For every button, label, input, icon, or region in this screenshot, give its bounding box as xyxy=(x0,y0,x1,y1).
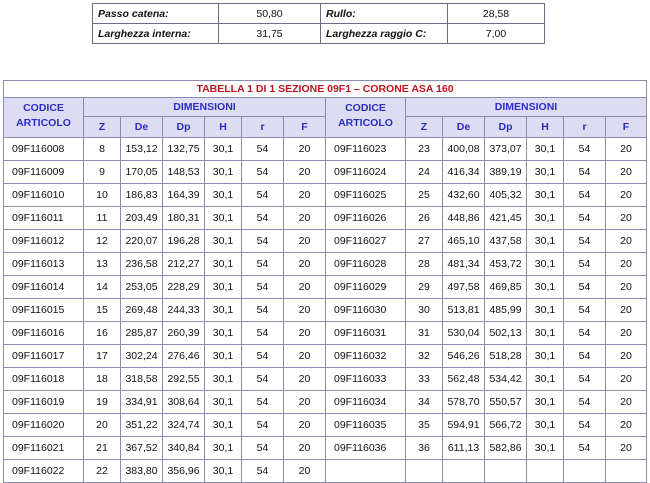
article-code-cell: 09F116035 xyxy=(326,414,406,437)
spec-value: 28,58 xyxy=(448,4,545,24)
table-row xyxy=(4,161,647,184)
dimension-cell: 20 xyxy=(606,391,647,414)
dimension-cell: 20 xyxy=(284,276,326,299)
spec-value: 50,80 xyxy=(219,4,321,24)
dimension-cell: 54 xyxy=(564,414,606,437)
dimension-cell: 20 xyxy=(284,184,326,207)
dimension-cell: 611,13 xyxy=(443,437,485,460)
article-code-cell: 09F116029 xyxy=(326,276,406,299)
dimension-cell: 30,1 xyxy=(527,437,564,460)
column-header: F xyxy=(606,117,647,138)
spec-label: Passo catena: xyxy=(93,4,219,24)
dimension-cell: 481,34 xyxy=(443,253,485,276)
dimension-cell: 566,72 xyxy=(485,414,527,437)
dimension-cell: 437,58 xyxy=(485,230,527,253)
column-header: De xyxy=(121,117,163,138)
dimension-cell: 30,1 xyxy=(205,138,242,161)
article-code-cell: 09F116034 xyxy=(326,391,406,414)
article-code-cell: 09F116014 xyxy=(4,276,84,299)
article-code-cell: 09F116009 xyxy=(4,161,84,184)
dimension-cell: 212,27 xyxy=(163,253,205,276)
dimension-cell: 54 xyxy=(242,253,284,276)
dimension-cell: 54 xyxy=(564,437,606,460)
dimension-cell: 20 xyxy=(284,253,326,276)
dimension-cell: 383,80 xyxy=(121,460,163,483)
dimension-cell: 20 xyxy=(606,253,647,276)
dimension-cell: 186,83 xyxy=(121,184,163,207)
dimension-cell: 30,1 xyxy=(527,138,564,161)
column-header: F xyxy=(284,117,326,138)
article-code-cell: 09F116011 xyxy=(4,207,84,230)
article-code-cell: 09F116015 xyxy=(4,299,84,322)
spec-value: 31,75 xyxy=(219,24,321,44)
dimension-cell: 164,39 xyxy=(163,184,205,207)
dimension-cell: 20 xyxy=(606,138,647,161)
dimension-cell xyxy=(564,460,606,483)
dimension-cell: 244,33 xyxy=(163,299,205,322)
dimension-cell: 20 xyxy=(284,161,326,184)
dimension-cell: 22 xyxy=(84,460,121,483)
dimension-cell: 30,1 xyxy=(527,230,564,253)
dimension-cell: 30,1 xyxy=(205,161,242,184)
dimension-cell: 54 xyxy=(242,460,284,483)
article-code-cell: 09F116026 xyxy=(326,207,406,230)
dimension-cell: 30,1 xyxy=(527,207,564,230)
dimension-cell: 453,72 xyxy=(485,253,527,276)
dimension-cell: 9 xyxy=(84,161,121,184)
article-code-cell: 09F116027 xyxy=(326,230,406,253)
dimension-cell: 513,81 xyxy=(443,299,485,322)
dimension-cell: 54 xyxy=(564,322,606,345)
dimension-cell: 530,04 xyxy=(443,322,485,345)
dimension-cell: 54 xyxy=(564,345,606,368)
dimension-cell: 30,1 xyxy=(527,322,564,345)
dimension-cell: 405,32 xyxy=(485,184,527,207)
dimension-cell: 448,86 xyxy=(443,207,485,230)
dimension-cell: 20 xyxy=(284,437,326,460)
dimension-cell: 260,39 xyxy=(163,322,205,345)
dimension-cell: 594,91 xyxy=(443,414,485,437)
article-code-cell: 09F116030 xyxy=(326,299,406,322)
article-code-cell: 09F116024 xyxy=(326,161,406,184)
column-header: H xyxy=(527,117,564,138)
table-row xyxy=(4,207,647,230)
article-code-cell: 09F116031 xyxy=(326,322,406,345)
dimension-cell: 54 xyxy=(564,391,606,414)
dimension-cell: 54 xyxy=(242,437,284,460)
article-code-cell: 09F116017 xyxy=(4,345,84,368)
dimension-cell: 54 xyxy=(564,253,606,276)
dimensions-header: DIMENSIONI xyxy=(84,98,326,117)
article-code-cell: 09F116020 xyxy=(4,414,84,437)
dimension-cell: 367,52 xyxy=(121,437,163,460)
table-row xyxy=(4,230,647,253)
article-code-cell: 09F116036 xyxy=(326,437,406,460)
dimension-cell: 20 xyxy=(284,345,326,368)
spec-row xyxy=(93,4,545,24)
table-title: TABELLA 1 DI 1 SEZIONE 09F1 – CORONE ASA 160 xyxy=(4,81,647,98)
dimension-cell: 15 xyxy=(84,299,121,322)
dimension-cell: 32 xyxy=(406,345,443,368)
dimension-cell: 54 xyxy=(242,207,284,230)
dimension-cell: 30,1 xyxy=(205,414,242,437)
dimension-cell: 30,1 xyxy=(527,299,564,322)
dimension-cell: 20 xyxy=(606,299,647,322)
dimension-cell: 465,10 xyxy=(443,230,485,253)
dimension-cell: 292,55 xyxy=(163,368,205,391)
dimension-cell: 400,08 xyxy=(443,138,485,161)
column-header: Z xyxy=(406,117,443,138)
dimension-cell: 54 xyxy=(564,207,606,230)
dimension-cell: 334,91 xyxy=(121,391,163,414)
dimension-cell: 10 xyxy=(84,184,121,207)
article-code-cell xyxy=(326,460,406,483)
dimension-cell: 20 xyxy=(84,414,121,437)
table-row xyxy=(4,460,647,483)
dimension-cell: 54 xyxy=(242,322,284,345)
article-code-cell: 09F116013 xyxy=(4,253,84,276)
dimension-cell: 20 xyxy=(606,276,647,299)
dimension-cell: 11 xyxy=(84,207,121,230)
article-code-cell: 09F116021 xyxy=(4,437,84,460)
dimension-cell: 578,70 xyxy=(443,391,485,414)
dimension-cell: 30,1 xyxy=(205,276,242,299)
dimension-cell: 228,29 xyxy=(163,276,205,299)
dimension-cell: 20 xyxy=(284,322,326,345)
dimension-cell: 30,1 xyxy=(205,437,242,460)
dimension-cell: 534,42 xyxy=(485,368,527,391)
table-row xyxy=(4,391,647,414)
dimension-cell: 30,1 xyxy=(527,253,564,276)
dimension-cell: 35 xyxy=(406,414,443,437)
dimension-cell: 54 xyxy=(564,161,606,184)
dimension-cell: 30 xyxy=(406,299,443,322)
table-row xyxy=(4,322,647,345)
dimension-cell: 54 xyxy=(564,230,606,253)
dimension-cell xyxy=(443,460,485,483)
dimension-cell: 54 xyxy=(242,276,284,299)
table-row xyxy=(4,299,647,322)
dimension-cell: 30,1 xyxy=(527,184,564,207)
dimension-cell: 220,07 xyxy=(121,230,163,253)
dimension-cell: 562,48 xyxy=(443,368,485,391)
dimension-cell: 148,53 xyxy=(163,161,205,184)
column-header: Dp xyxy=(485,117,527,138)
dimension-cell: 54 xyxy=(564,368,606,391)
dimension-cell: 416,34 xyxy=(443,161,485,184)
dimension-cell: 29 xyxy=(406,276,443,299)
article-code-cell: 09F116032 xyxy=(326,345,406,368)
dimension-cell: 24 xyxy=(406,161,443,184)
dimension-cell xyxy=(606,460,647,483)
dimension-cell: 20 xyxy=(284,230,326,253)
dimension-cell: 546,26 xyxy=(443,345,485,368)
dimension-cell: 518,28 xyxy=(485,345,527,368)
dimension-cell: 54 xyxy=(242,184,284,207)
spec-label: Larghezza interna: xyxy=(93,24,219,44)
table-row xyxy=(4,368,647,391)
dimension-cell: 54 xyxy=(242,230,284,253)
dimension-cell: 19 xyxy=(84,391,121,414)
dimension-cell: 21 xyxy=(84,437,121,460)
dimension-cell: 324,74 xyxy=(163,414,205,437)
dimension-cell: 269,48 xyxy=(121,299,163,322)
table-row xyxy=(4,414,647,437)
dimension-cell: 30,1 xyxy=(527,276,564,299)
dimension-cell: 54 xyxy=(564,276,606,299)
dimension-cell: 30,1 xyxy=(205,391,242,414)
dimension-cell: 18 xyxy=(84,368,121,391)
dimension-cell: 54 xyxy=(242,161,284,184)
article-code-cell: 09F116028 xyxy=(326,253,406,276)
dimension-cell: 253,05 xyxy=(121,276,163,299)
dimension-cell: 20 xyxy=(606,414,647,437)
dimension-cell: 8 xyxy=(84,138,121,161)
dimension-cell: 27 xyxy=(406,230,443,253)
dimension-cell: 54 xyxy=(564,299,606,322)
dimension-cell: 30,1 xyxy=(205,368,242,391)
dimension-cell: 33 xyxy=(406,368,443,391)
dimension-cell: 318,58 xyxy=(121,368,163,391)
dimension-cell: 34 xyxy=(406,391,443,414)
spec-row xyxy=(93,24,545,44)
dimension-cell: 36 xyxy=(406,437,443,460)
dimension-cell: 20 xyxy=(284,414,326,437)
article-code-cell: 09F116033 xyxy=(326,368,406,391)
dimension-cell: 550,57 xyxy=(485,391,527,414)
dimension-cell: 30,1 xyxy=(527,368,564,391)
dimension-cell: 20 xyxy=(606,230,647,253)
dimension-cell: 432,60 xyxy=(443,184,485,207)
dimension-cell: 421,45 xyxy=(485,207,527,230)
dimension-cell: 30,1 xyxy=(527,414,564,437)
dimension-cell: 497,58 xyxy=(443,276,485,299)
code-header: CODICE ARTICOLO xyxy=(4,98,84,138)
dimension-cell: 20 xyxy=(606,345,647,368)
dimension-cell: 30,1 xyxy=(205,345,242,368)
dimension-cell: 17 xyxy=(84,345,121,368)
article-code-cell: 09F116018 xyxy=(4,368,84,391)
column-header: H xyxy=(205,117,242,138)
article-code-cell: 09F116019 xyxy=(4,391,84,414)
spec-label: Rullo: xyxy=(321,4,448,24)
dimension-cell: 20 xyxy=(284,391,326,414)
table-row xyxy=(4,345,647,368)
dimension-cell: 30,1 xyxy=(527,391,564,414)
dimension-cell: 30,1 xyxy=(205,460,242,483)
dimension-cell: 276,46 xyxy=(163,345,205,368)
dimension-cell: 12 xyxy=(84,230,121,253)
article-code-cell: 09F116008 xyxy=(4,138,84,161)
dimension-cell: 302,24 xyxy=(121,345,163,368)
dimension-cell: 25 xyxy=(406,184,443,207)
dimension-cell: 20 xyxy=(284,138,326,161)
article-code-cell: 09F116023 xyxy=(326,138,406,161)
dimension-cell: 340,84 xyxy=(163,437,205,460)
dimension-cell: 20 xyxy=(606,184,647,207)
article-code-cell: 09F116022 xyxy=(4,460,84,483)
dimension-cell: 30,1 xyxy=(205,299,242,322)
dimension-cell: 20 xyxy=(606,207,647,230)
dimension-cell: 356,96 xyxy=(163,460,205,483)
dimension-cell: 20 xyxy=(284,299,326,322)
column-header: De xyxy=(443,117,485,138)
dimension-cell: 54 xyxy=(242,391,284,414)
dimension-cell: 54 xyxy=(242,368,284,391)
dimension-cell: 20 xyxy=(284,368,326,391)
dimension-cell: 373,07 xyxy=(485,138,527,161)
article-code-cell: 09F116016 xyxy=(4,322,84,345)
article-code-cell: 09F116010 xyxy=(4,184,84,207)
dimension-cell: 14 xyxy=(84,276,121,299)
column-header: r xyxy=(564,117,606,138)
table-row xyxy=(4,138,647,161)
dimension-cell: 20 xyxy=(284,460,326,483)
column-header: r xyxy=(242,117,284,138)
dimension-cell xyxy=(485,460,527,483)
dimension-cell: 13 xyxy=(84,253,121,276)
dimensions-header: DIMENSIONI xyxy=(406,98,647,117)
column-header: Z xyxy=(84,117,121,138)
dimension-cell: 582,86 xyxy=(485,437,527,460)
dimension-cell: 20 xyxy=(606,437,647,460)
code-header: CODICE ARTICOLO xyxy=(326,98,406,138)
dimension-cell: 203,49 xyxy=(121,207,163,230)
dimension-cell: 30,1 xyxy=(205,322,242,345)
column-header: Dp xyxy=(163,117,205,138)
article-code-cell: 09F116012 xyxy=(4,230,84,253)
dimension-cell: 170,05 xyxy=(121,161,163,184)
dimension-cell: 30,1 xyxy=(205,207,242,230)
dimension-cell: 16 xyxy=(84,322,121,345)
dimension-cell: 308,64 xyxy=(163,391,205,414)
dimension-cell: 54 xyxy=(242,345,284,368)
dimension-cell: 485,99 xyxy=(485,299,527,322)
dimension-cell: 23 xyxy=(406,138,443,161)
dimension-cell: 20 xyxy=(606,322,647,345)
dimension-cell: 28 xyxy=(406,253,443,276)
table-row xyxy=(4,276,647,299)
dimension-cell: 20 xyxy=(606,161,647,184)
dimension-cell: 30,1 xyxy=(205,184,242,207)
dimension-cell: 285,87 xyxy=(121,322,163,345)
table-row xyxy=(4,184,647,207)
sprocket-dimensions-table xyxy=(3,80,647,483)
dimension-cell: 196,28 xyxy=(163,230,205,253)
dimension-cell: 236,58 xyxy=(121,253,163,276)
dimension-cell: 132,75 xyxy=(163,138,205,161)
dimension-cell: 469,85 xyxy=(485,276,527,299)
dimension-cell: 502,13 xyxy=(485,322,527,345)
article-code-cell: 09F116025 xyxy=(326,184,406,207)
dimension-cell xyxy=(406,460,443,483)
dimension-cell: 54 xyxy=(242,414,284,437)
dimension-cell: 180,31 xyxy=(163,207,205,230)
chain-spec-table xyxy=(92,3,545,44)
dimension-cell: 30,1 xyxy=(527,345,564,368)
dimension-cell: 54 xyxy=(242,299,284,322)
table-row xyxy=(4,437,647,460)
dimension-cell: 54 xyxy=(564,138,606,161)
spec-label: Larghezza raggio C: xyxy=(321,24,448,44)
dimension-cell: 389,19 xyxy=(485,161,527,184)
dimension-cell: 54 xyxy=(242,138,284,161)
table-row xyxy=(4,253,647,276)
dimension-cell: 351,22 xyxy=(121,414,163,437)
dimension-cell: 54 xyxy=(564,184,606,207)
dimension-cell: 153,12 xyxy=(121,138,163,161)
dimension-cell: 30,1 xyxy=(205,253,242,276)
dimension-cell: 20 xyxy=(284,207,326,230)
spec-value: 7,00 xyxy=(448,24,545,44)
dimension-cell: 30,1 xyxy=(527,161,564,184)
dimension-cell: 26 xyxy=(406,207,443,230)
dimension-cell: 20 xyxy=(606,368,647,391)
dimension-cell: 30,1 xyxy=(205,230,242,253)
dimension-cell xyxy=(527,460,564,483)
dimension-cell: 31 xyxy=(406,322,443,345)
